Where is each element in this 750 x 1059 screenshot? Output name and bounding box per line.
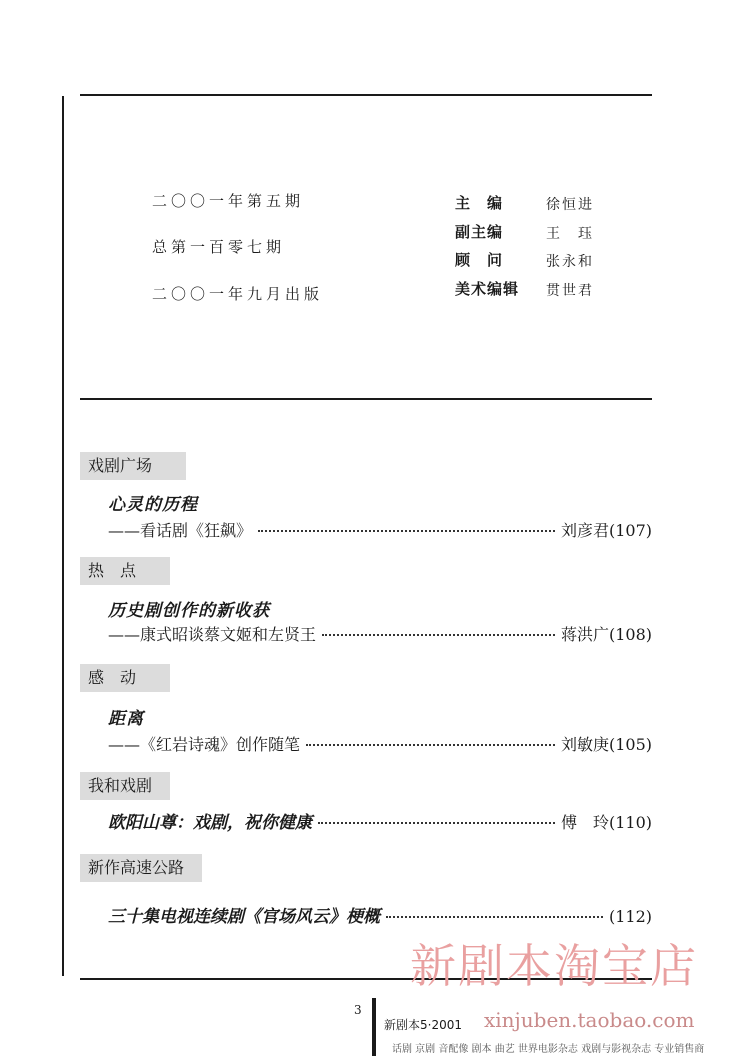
left-margin-rule: [62, 96, 64, 976]
staff-role: 顾 问: [455, 251, 504, 269]
section-header: 热 点: [80, 557, 170, 585]
toc-entry: [108, 622, 652, 646]
journal-mark: 新剧本5·2001: [384, 1018, 462, 1032]
toc-entry: [108, 902, 652, 926]
article-subtitle: ——《红岩诗魂》创作随笔: [108, 735, 301, 754]
toc-entry: [108, 732, 652, 756]
leader-dots: [386, 916, 603, 918]
leader-dots: [322, 634, 555, 636]
section-header: 我和戏剧: [80, 772, 170, 800]
staff-role: 美术编辑: [455, 280, 520, 298]
author-page: 刘敏庚(105): [560, 735, 652, 754]
article-title: 心灵的历程: [108, 495, 198, 515]
issue-number: 二〇〇一年第五期: [152, 192, 305, 210]
staff-name: 徐恒进: [546, 197, 594, 213]
toc-entry: [108, 808, 652, 832]
author-page: 蒋洪广(108): [560, 625, 652, 644]
footer-bar: [372, 998, 376, 1056]
watermark-brand: 新剧本淘宝店: [410, 939, 698, 993]
staff-role: 副主编: [455, 223, 504, 241]
author-page: 刘彦君(107): [560, 521, 652, 540]
issue-total: 总第一百零七期: [152, 238, 286, 256]
author-page: (112): [608, 907, 652, 926]
article-title: 欧阳山尊：戏剧，祝你健康: [108, 813, 312, 833]
leader-dots: [258, 530, 555, 532]
article-title: 距离: [108, 709, 144, 729]
section-header: 新作高速公路: [80, 854, 202, 882]
staff-name: 贯世君: [546, 283, 594, 299]
article-subtitle: ——康式昭谈蔡文姬和左贤王: [108, 625, 317, 644]
masthead-divider: [80, 398, 652, 400]
section-header: 感 动: [80, 664, 170, 692]
watermark-url: xinjuben.taobao.com: [484, 1008, 695, 1032]
staff-name: 张永和: [546, 254, 594, 270]
issue-date: 二〇〇一年九月出版: [152, 285, 324, 303]
watermark-tags: 话剧 京剧 音配像 剧本 曲艺 世界电影杂志 戏剧与影视杂志 专业销售商: [392, 1044, 705, 1055]
leader-dots: [306, 744, 555, 746]
article-subtitle: ——看话剧《狂飙》: [108, 521, 253, 540]
article-title: 三十集电视连续剧《官场风云》梗概: [108, 907, 380, 927]
top-rule: [80, 94, 652, 96]
leader-dots: [318, 822, 555, 824]
section-header: 戏剧广场: [80, 452, 186, 480]
page-number: 3: [354, 1003, 362, 1017]
toc-entry: [108, 518, 652, 542]
staff-name: 王 珏: [546, 226, 594, 242]
article-title: 历史剧创作的新收获: [108, 601, 270, 621]
staff-role: 主 编: [455, 194, 504, 212]
author-page: 傅 玲(110): [560, 813, 652, 832]
